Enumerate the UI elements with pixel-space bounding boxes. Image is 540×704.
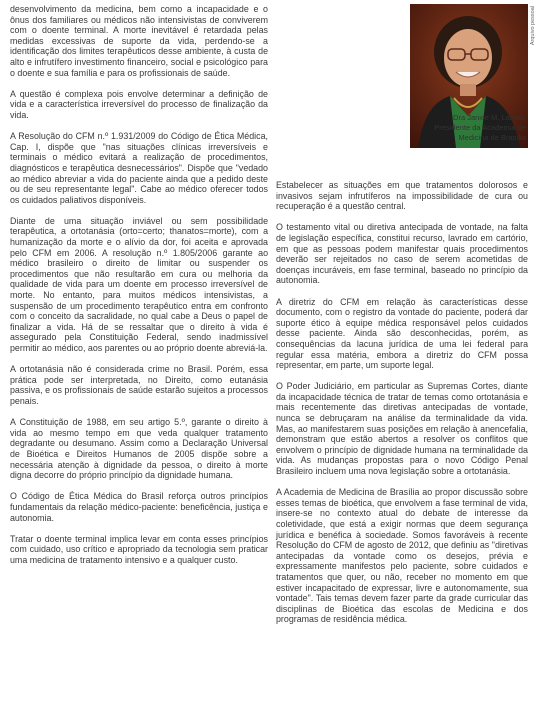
photo-caption xyxy=(406,113,526,143)
right-text-column xyxy=(276,180,528,636)
paragraph: A diretriz do CFM em relação às características desse documento, com o registro da vontade do paciente, poderá dar suporte ético à equipe médica responsável pelos cuidados desse paciente. Ainda são desconhecidas, porém, as consequências da lacuna jurídica de uma lei federal para regular essa matéria, embora a diretriz do CFM possa representar, em parte, um suporte legal. xyxy=(276,296,528,371)
paragraph: O Poder Judiciário, em particular as Supremas Cortes, diante da incapacidade técnica de tratar de temas como ortotanásia e mais recentemente das diretivas antecipadas de vontade, nunca se debruçaram na análise da terminalidade da vida. Mas, ao manifestarem suas posições em relação à anencefalia, demonstram que estão abertos a resolver os conflitos que envolvem o princípio de dignidade humana na terminalidade da vida. As mudanças propostas para o novo Código Penal Brasileiro incluem uma nova legislação sobre a ortotanásia. xyxy=(276,381,528,477)
paragraph: desenvolvimento da medicina, bem como a incapacidade e o ônus dos familiares ou médicos não intensivistas de conviverem com o doente terminal. A morte inevitável é retardada pelas medidas excessivas de suporte da vida, perdendo-se a identificação dos limites terapêuticos desse ambiente, à custa de alto e infrutífero investimento financeiro, social e psicológico para o doente e sua família e para os profissionais de saúde. xyxy=(10,4,268,78)
paragraph: A Academia de Medicina de Brasília ao propor discussão sobre esses temas de bioética, que envolvem a fase terminal de vida, insere-se no contexto atual do debate de interesse da coletividade, que está a exigir normas que deem segurança jurídica e benéfica à sociedade. Somos favoráveis à recente Resolução do CFM de agosto de 2012, que definiu as "diretivas antecipadas da vontade como os desejos, prévia e expressamente manifestos pelo paciente, sobre cuidados e tratamentos que quer, ou não, receber no momento em que estiver incapacitado de expressar, livre e autonomamente, sua vontade". Tais temas devem fazer parte da grade curricular das disciplinas de Bioética das escolas de Medicina e dos programas de residência médica. xyxy=(276,487,528,625)
paragraph: O testamento vital ou diretiva antecipada de vontade, na falta de legislação específica, constitui recurso, lavrado em cartório, em que as pessoas podem manifestar quais procedimentos deverão ser rejeitados no caso de serem acometidas de doenças incuráveis, em fase terminal, baseado no princípio da autonomia. xyxy=(276,222,528,286)
paragraph: A Resolução do CFM n.º 1.931/2009 do Código de Ética Médica, Cap. I, dispõe que "nas situações clínicas irreversíveis e terminais o médico evitará a realização de procedimentos, diagnósticos e terapêutica desnecessários". Dispõe que "vedado ao médico abreviar a vida do paciente ainda que a pedido deste ou de seu representante legal". Cabe ao médico oferecer todos os cuidados paliativos disponíveis. xyxy=(10,131,268,205)
paragraph: A questão é complexa pois envolve determinar a definição de vida e a característica irreversível do processo de finalização da vida. xyxy=(10,88,268,120)
caption-line: Presidente da Academia de xyxy=(434,123,526,132)
paragraph: Estabelecer as situações em que tratamentos dolorosos e invasivos sejam infrutíferos na impossibilidade de cura ou recuperação é a questão central. xyxy=(276,180,528,212)
photo-credit: Arquivo pessoal xyxy=(530,6,536,46)
paragraph: A ortotanásia não é considerada crime no Brasil. Porém, essa prática pode ser interpretada, no Direito, como eutanásia passiva, e os profissionais de saúde estarão sujeitos a processos penais. xyxy=(10,364,268,406)
paragraph: Tratar o doente terminal implica levar em conta esses princípios com cuidado, uso crítico e apropriado da tecnologia sem praticar uma medicina de tratamento intensivo e a qualquer custo. xyxy=(10,533,268,565)
paragraph: O Código de Ética Médica do Brasil reforça outros princípios fundamentais da relação médico-paciente: beneficência, justiça e autonomia. xyxy=(10,491,268,523)
caption-line: Dra Janice M. Lamas, xyxy=(453,113,526,122)
paragraph: Diante de uma situação inviável ou sem possibilidade terapêutica, a ortotanásia (orto=certo; thanatos=morte), com a humanização da morte e o alívio da dor, foi aceita e aprovada pelo CFM em 2006. A resolução n.º 1.805/2006 garante ao médico brasileiro o direito de limitar ou suspender os procedimentos que não resultarão em cura ou melhoria da qualidade de vida para um doente em processo irreversível de morte. No entanto, para muitos médicos intensivistas, a suspensão de um procedimento terapêutico entra em confronto com o conceito da sacralidade, no qual cabe a Deus o papel de finalizar a vida. Há de se ressaltar que o direito à vida é assegurado pela Constituição Federal, sendo inadmissível permitir ao médico, aos parentes ou ao próprio doente abreviá-la. xyxy=(10,215,268,353)
left-text-column xyxy=(10,4,268,576)
paragraph: A Constituição de 1988, em seu artigo 5.º, garante o direito à vida ao mesmo tempo em que veda qualquer tratamento degradante ou desumano. Assim como a Declaração Universal de Bioética e Direitos Humanos de 2005 dispõe sobre a necessária atenção à dignidade da pessoa, o direito à morte digna decorre do próprio princípio da dignidade humana. xyxy=(10,417,268,481)
caption-line: Medicina de Brasília xyxy=(458,133,526,142)
